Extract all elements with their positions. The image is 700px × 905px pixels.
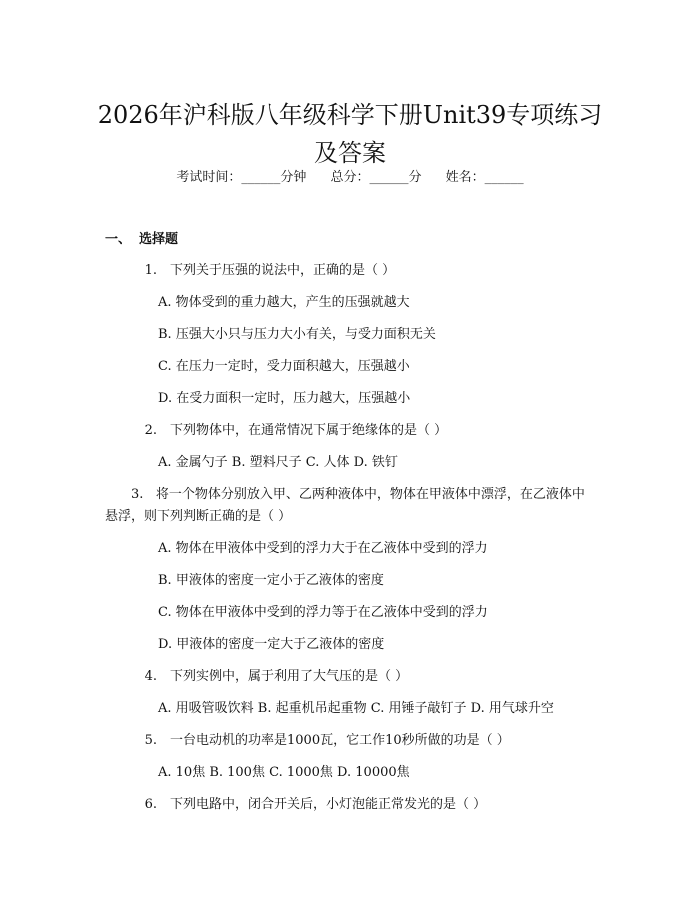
question-stem [105,796,597,814]
question-option: C. 在压力一定时，受力面积越大，压强越小 [158,359,410,374]
question-text: 下列关于压强的说法中，正确的是（ ） [170,263,396,278]
question-option: D. 甲液体的密度一定大于乙液体的密度 [158,637,385,652]
question-option: A. 物体受到的重力越大，产生的压强就越大 [158,295,410,310]
question-option: C. 物体在甲液体中受到的浮力等于在乙液体中受到的浮力 [158,605,488,620]
section-label: 选择题 [139,232,179,247]
question-number: 2. [144,423,157,438]
section-heading [105,231,178,249]
question-option: B. 压强大小只与压力大小有关，与受力面积无关 [158,327,436,342]
question-text: 下列电路中，闭合开关后，小灯泡能正常发光的是（ ） [170,797,487,812]
question-text: 下列实例中，属于利用了大气压的是（ ） [170,669,409,684]
question-stem [105,668,597,686]
question-number: 4. [144,669,157,684]
question-option: D. 在受力面积一定时，压力越大，压强越小 [158,391,411,406]
question-number: 5. [144,733,157,748]
exam-name: 姓名：______ [445,170,524,185]
question-stem [105,422,597,440]
question-option: A. 10焦 B. 100焦 C. 1000焦 D. 10000焦 [158,765,410,780]
question-text: 下列物体中，在通常情况下属于绝缘体的是（ ） [170,423,448,438]
question-option: A. 金属勺子 B. 塑料尺子 C. 人体 D. 铁钉 [158,455,398,470]
question-text: 将一个物体分别放入甲、乙两种液体中，物体在甲液体中漂浮，在乙液体中悬浮，则下列判断正确的是（ ） [105,487,585,524]
question-number: 3. [131,487,144,502]
question-option: A. 用吸管吸饮料 B. 起重机吊起重物 C. 用锤子敲钉子 D. 用气球升空 [158,701,554,716]
question-stem [105,484,597,528]
exam-meta [0,168,700,188]
section-number: 一、 [105,232,132,247]
question-option: A. 物体在甲液体中受到的浮力大于在乙液体中受到的浮力 [158,541,488,556]
question-number: 6. [144,797,157,812]
question-number: 1. [144,263,157,278]
exam-score: 总分：______分 [330,170,422,185]
question-option: B. 甲液体的密度一定小于乙液体的密度 [158,573,384,588]
document-title: 2026年沪科版八年级科学下册Unit39专项练习及答案 [97,101,603,168]
question-stem [105,732,597,750]
exam-time: 考试时间：______分钟 [176,170,307,185]
question-text: 一台电动机的功率是1000瓦，它工作10秒所做的功是（ ） [170,733,510,748]
question-stem [105,262,597,280]
